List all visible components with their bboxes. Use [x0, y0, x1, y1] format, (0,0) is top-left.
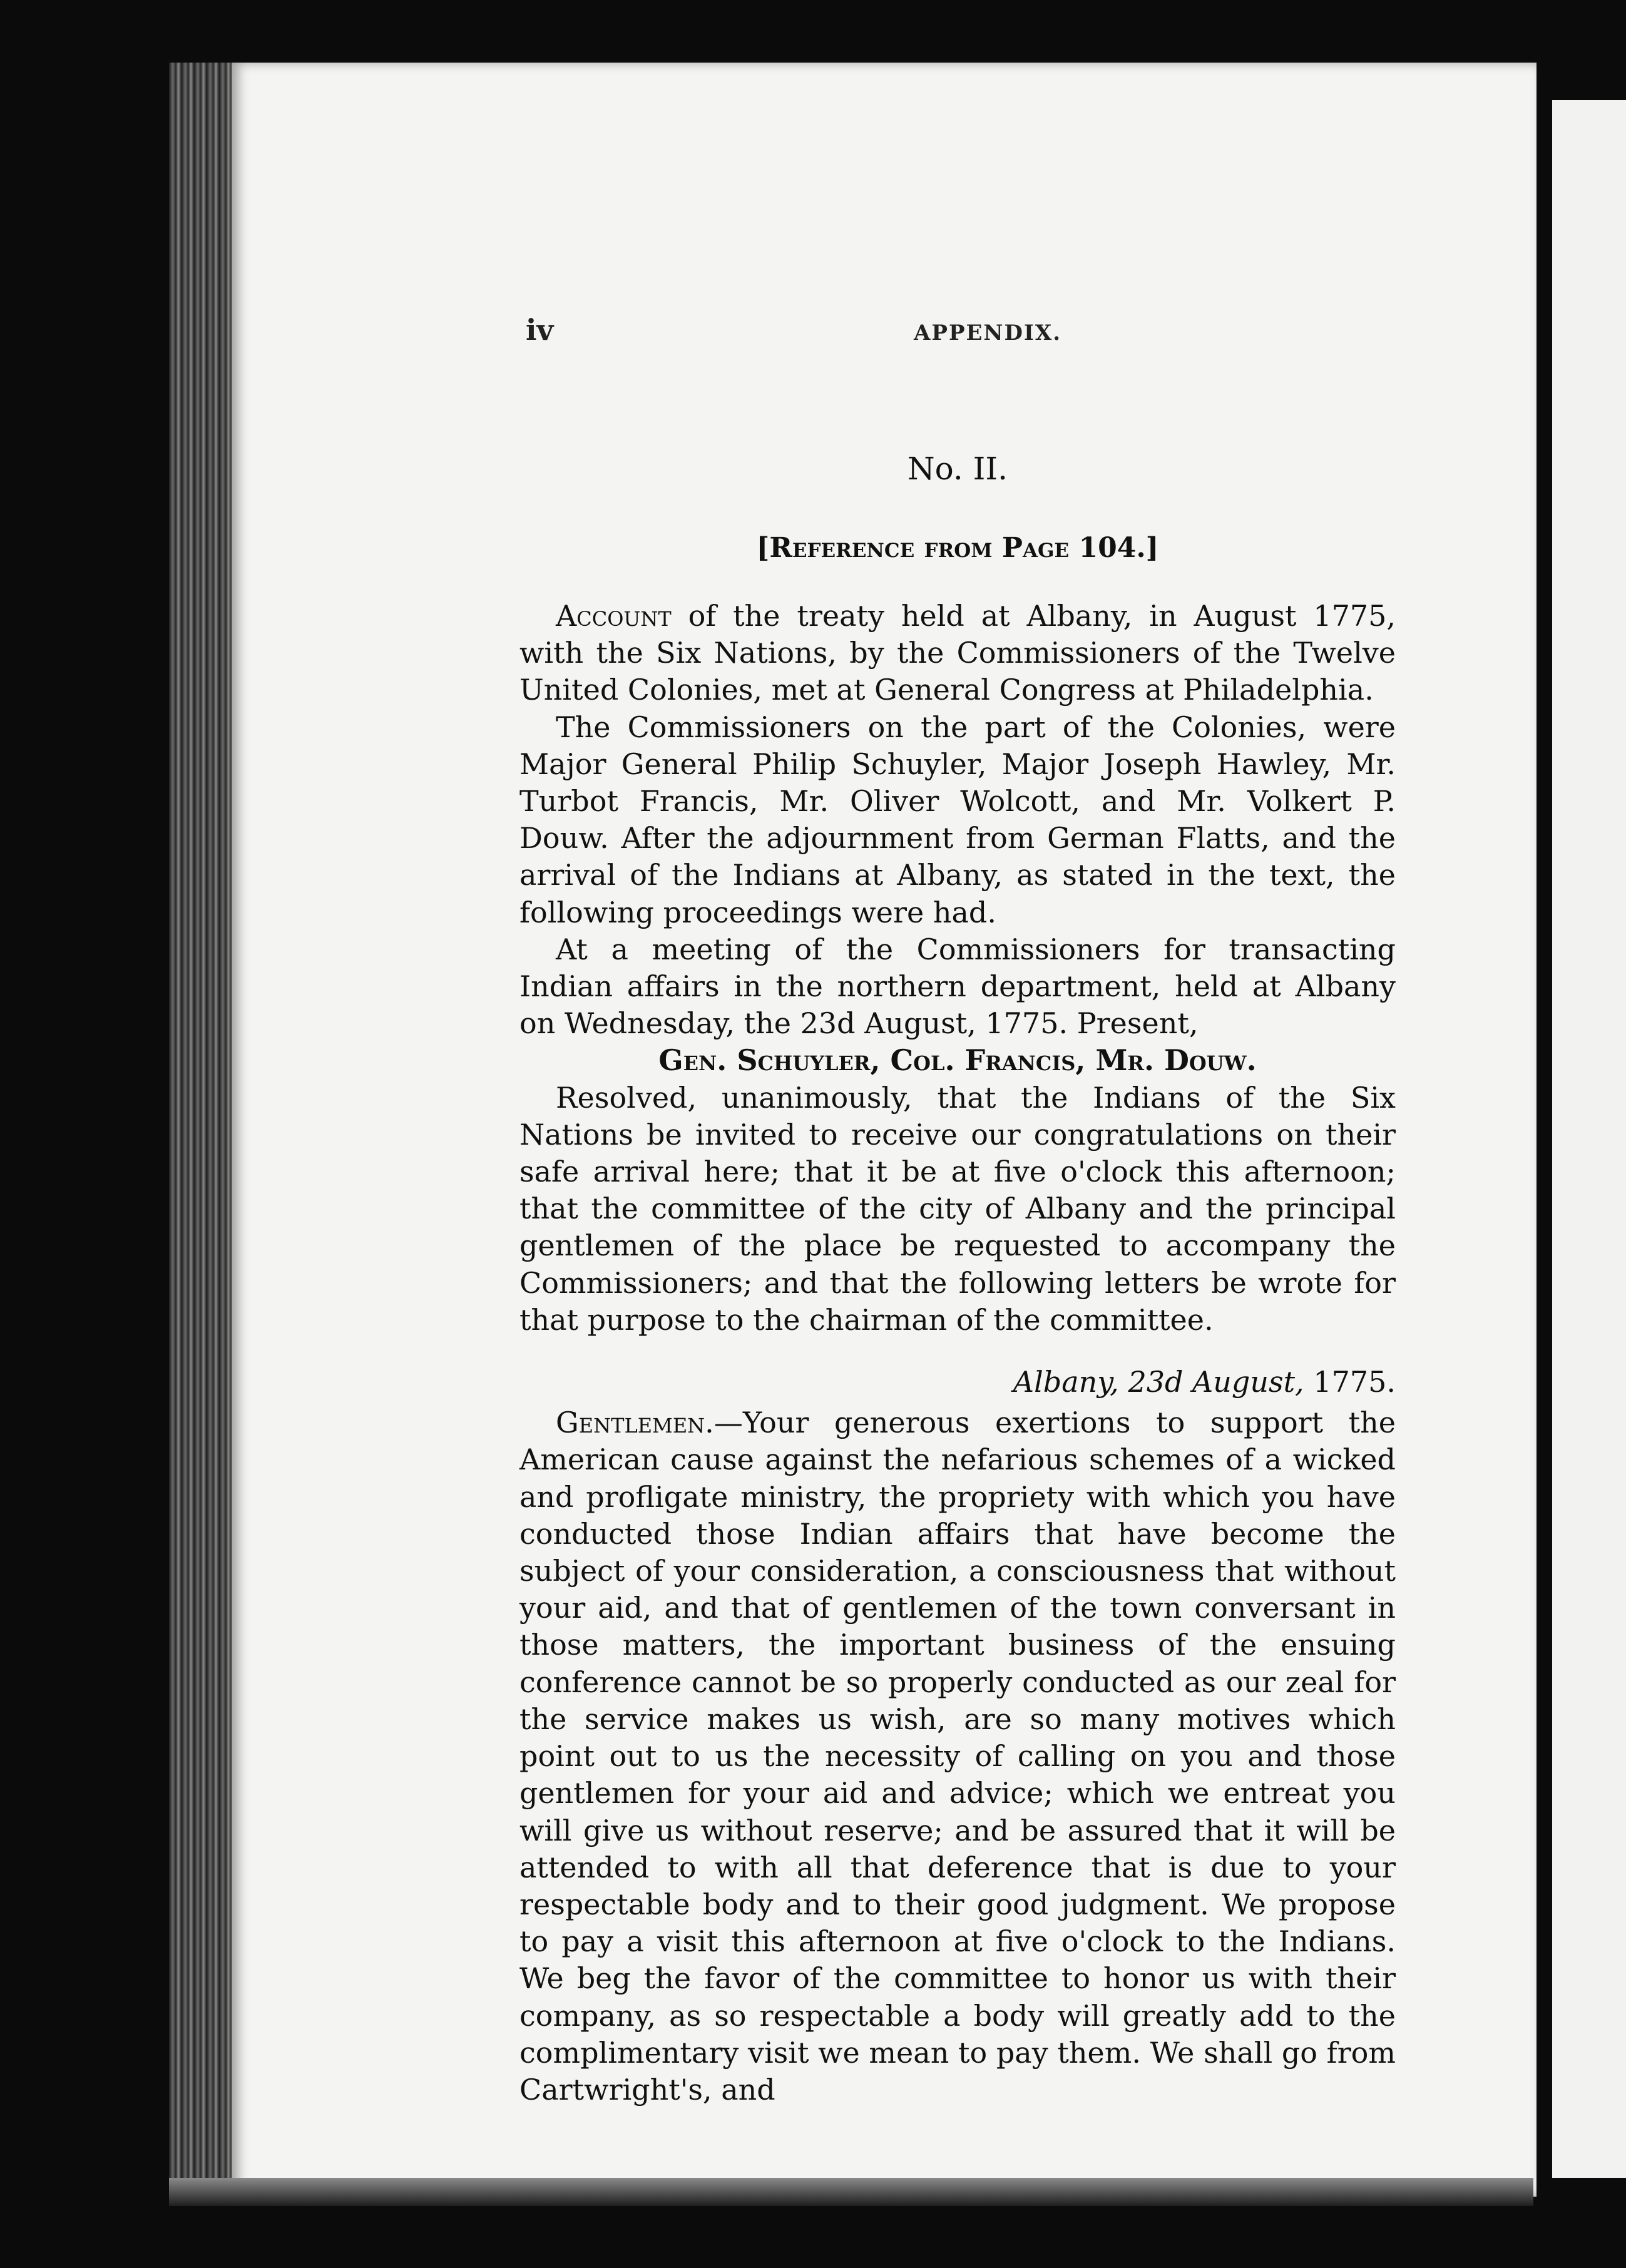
letter-salutation: Gentlemen.: [556, 1406, 714, 1440]
section-reference: [Reference from Page 104.]: [756, 532, 1159, 564]
paragraph: [519, 709, 1396, 931]
page-bottom-edge: [169, 2178, 1533, 2206]
dateline-place: Albany,: [1013, 1365, 1119, 1399]
page-number: iv: [526, 313, 554, 347]
body-text: [519, 598, 1396, 2108]
paragraph: [519, 598, 1396, 709]
letter-body: [519, 1404, 1396, 2108]
present-attendees: Gen. Schuyler, Col. Francis, Mr. Douw.: [658, 1043, 1257, 1078]
resolution: Resolved, unanimously, that the Indians of the Six Nations be invited to receive our congratulations on their safe arrival here; that it be at five o'clock this afternoon; that the committee of the city of Albany and the principal gentlemen of the place be requested to accompany the Commissioners; and that the following letters be wrote for that purpose to the chairman of the committee.: [519, 1080, 1396, 1337]
section-number: No. II.: [907, 451, 1008, 487]
paragraph-lead: Account: [556, 599, 672, 633]
paragraph-text: At a meeting of the Commissioners for transacting Indian affairs in the northern department, held at Albany on Wednesday, the 23d August, 1775. Present,: [519, 932, 1396, 1041]
dateline-year: 1775.: [1313, 1365, 1396, 1399]
letter-text: —Your generous exertions to support the American cause against the nefarious schemes of a wicked and profligate ministry, the propriety with which you have conducted those Indian affairs that have become the subject of your consideration, a consciousness that without your aid, and that of gentlemen of the town conversant in those matters, the important business of the ensuing conference cannot be so properly conducted as our zeal for the service makes us wish, are so many motives which point out to us the necessity of calling on you and those gentlemen for your aid and advice; which we entreat you will give us without reserve; and be assured that it will be attended to with all that deference that is due to your respectable body and to their good judgment. We propose to pay a visit this afternoon at five o'clock to the Indians. We beg the favor of the committee to honor us with their company, as so respectable a body will greatly add to the complimentary visit we mean to pay them. We shall go from Cartwright's, and: [519, 1406, 1396, 2107]
paragraph-text: of the treaty held at Albany, in August 1775, with the Six Nations, by the Commissioners of the Twelve United Colonies, met at General Congress at Philadelphia.: [519, 599, 1396, 707]
paragraph: [519, 931, 1396, 1043]
running-title: APPENDIX.: [914, 320, 1062, 345]
paragraph-text: The Commissioners on the part of the Colonies, were Major General Philip Schuyler, Major Joseph Hawley, Mr. Turbot Francis, Mr. Oliver Wolcott, and Mr. Volkert P. Douw. After the adjournment from German Flatts, and the arrival of the Indians at Albany, as stated in the text, the following proceedings were had.: [519, 710, 1396, 929]
page-header: [526, 313, 1402, 357]
dateline-date: 23d August,: [1128, 1365, 1304, 1399]
dateline: [519, 1364, 1396, 1401]
facing-page: [1552, 100, 1626, 2178]
